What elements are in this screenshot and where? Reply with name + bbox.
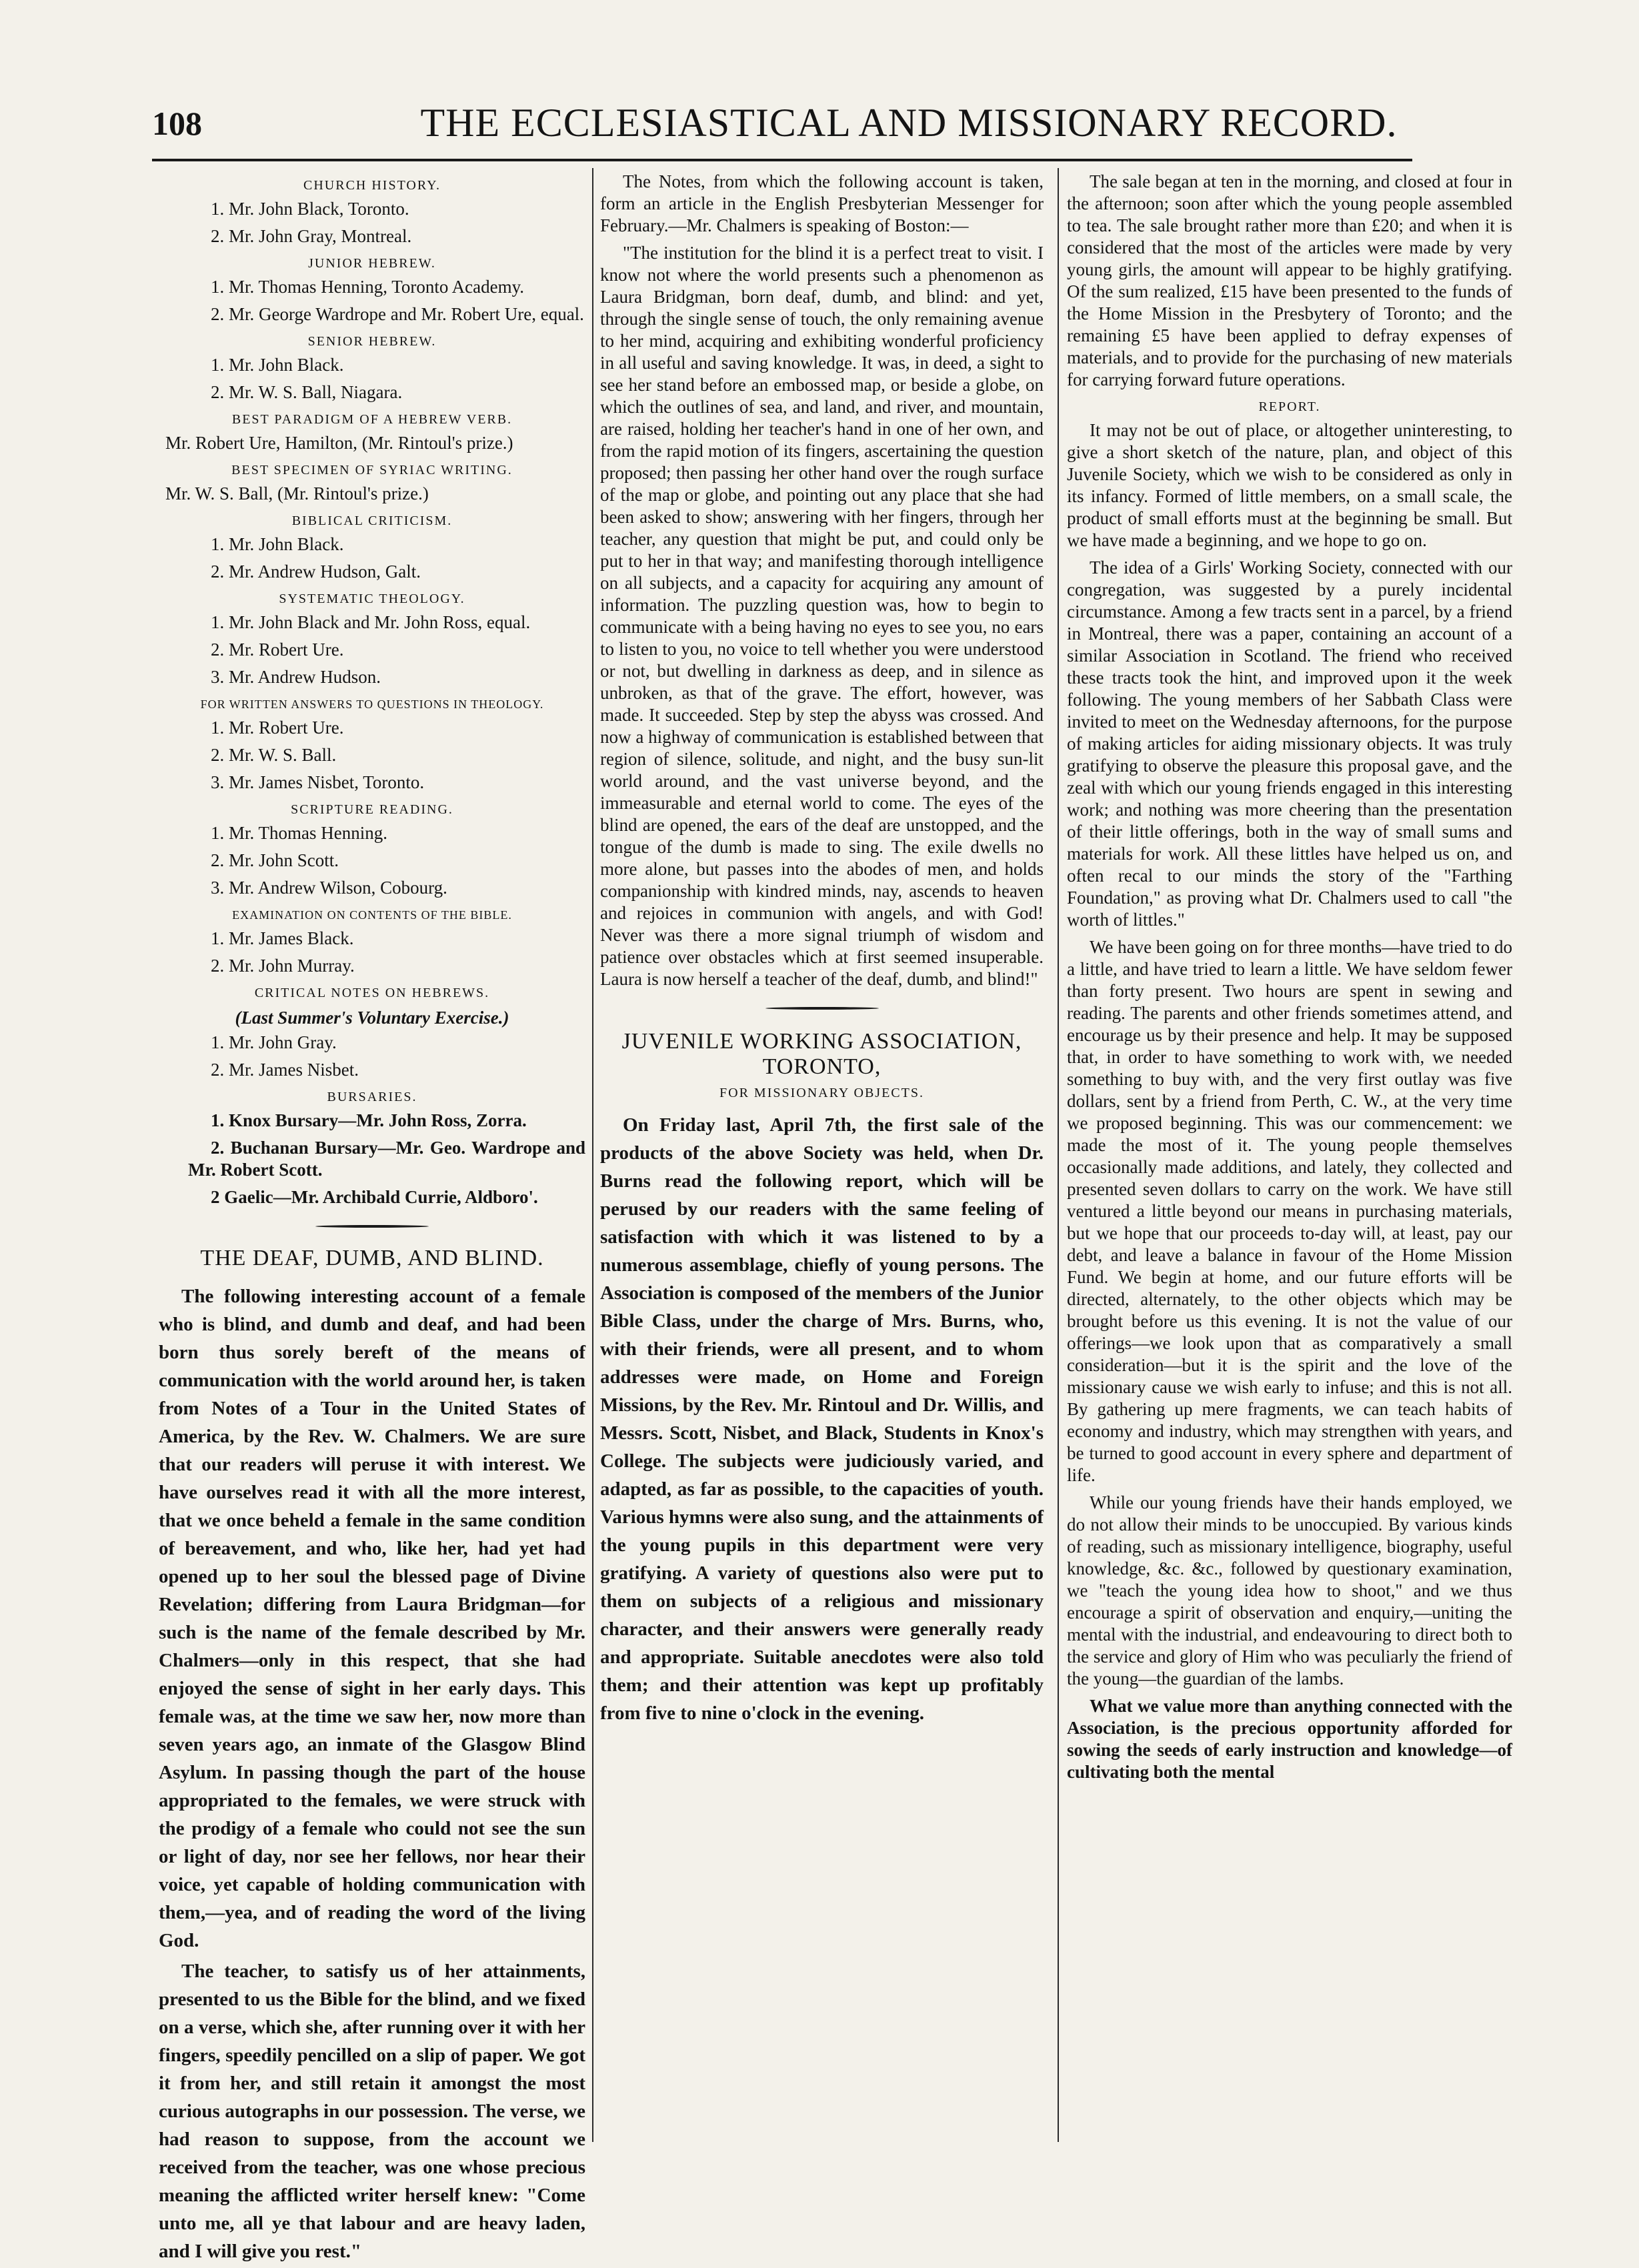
prize-section bbox=[159, 409, 585, 454]
prize-section bbox=[159, 588, 585, 688]
list-item: 2. Mr. Andrew Hudson, Galt. bbox=[211, 561, 421, 582]
section-heading: SYSTEMATIC THEOLOGY. bbox=[279, 592, 465, 606]
section-heading: REPORT. bbox=[1258, 399, 1321, 414]
list-item: 1. Mr. John Black. bbox=[211, 534, 344, 554]
paragraph: We have been going on for three months—have tried to do a little, and have tried to learn a little. We have seldom fewer than forty present. Two hours are spent in sewing and reading. The parents and other friends sometimes attend, and encourage us by their presence and help. It may be supposed that, in order to have something to work with, we needed something to buy with, and the very first outlay was five dollars, sent by a friend from Perth, C. W., at the very time we proposed beginning. This was our commencement: we made the most of it. The young people themselves occasionally made additions, and lately, they collected and presented seven dollars to carry on the work. We have still ventured a little beyond our means in purchasing materials, but we hope that our proceeds to-day will, at least, pay our debt, and leave a balance in favour of the Home Mission Fund. We begin at home, and our future efforts will be directed, alternately, to the other objects which may be brought before us this evening. It is not the value of our offerings—we look upon that as comparatively a small consideration—but it is the spirit and the love of the missionary cause we wish early to infuse; and this is not all. By gathering up mere fragments, we can teach habits of economy and industry, which may strengthen with years, and be turned to good account in every sphere and department of life. bbox=[1067, 937, 1512, 1485]
section-heading: FOR WRITTEN ANSWERS TO QUESTIONS IN THEOLOGY. bbox=[200, 698, 544, 711]
list-item: 1. Mr. John Black and Mr. John Ross, equal. bbox=[211, 612, 531, 632]
list-item: 1. Knox Bursary—Mr. John Ross, Zorra. bbox=[211, 1110, 527, 1130]
list-item: 3. Mr. Andrew Wilson, Cobourg. bbox=[211, 878, 447, 898]
list-item: 2. Mr. John Gray, Montreal. bbox=[211, 226, 412, 246]
list-item: 3. Mr. James Nisbet, Toronto. bbox=[211, 772, 425, 792]
list-item: 1. Mr. Thomas Henning, Toronto Academy. bbox=[211, 277, 525, 297]
prize-section bbox=[159, 510, 585, 583]
list-item: 2 Gaelic—Mr. Archibald Currie, Aldboro'. bbox=[211, 1187, 538, 1207]
paragraph: On Friday last, April 7th, the first sale of the products of the above Society was held, when Dr. Burns read the following report, which will be perused by our readers with the same feeling of satisfaction with which it was listened to by a numerous assemblage, chiefly of young persons. The Association is composed of the members of the Junior Bible Class, under the charge of Mrs. Burns, who, with their friends, were all present, and to whom addresses were made, on Home and Foreign Missions, by the Rev. Mr. Rintoul and Dr. Willis, and Messrs. Scott, Nisbet, and Black, Students in Knox's College. The subjects were judiciously varied, and adapted, as far as possible, to the capacities of youth. Various hymns were also sung, and the attainments of the young pupils in this department were very gratifying. A variety of questions also were put to them on subjects of a religious and missionary character, and their answers were generally ready and appropriate. Suitable anecdotes were also told them; and their attention was kept up profitably from five to nine o'clock in the evening. bbox=[600, 1114, 1044, 1724]
section-heading: BEST SPECIMEN OF SYRIAC WRITING. bbox=[231, 463, 513, 477]
prize-section bbox=[159, 904, 585, 977]
paragraph: The Notes, from which the following account is taken, form an article in the English Presbyterian Messenger for February.—Mr. Chalmers is speaking of Boston:— bbox=[600, 171, 1044, 235]
article-body bbox=[600, 1111, 1044, 1727]
list-item: 1. Mr. John Gray. bbox=[211, 1032, 337, 1052]
section-heading: CRITICAL NOTES ON HEBREWS. bbox=[254, 986, 490, 1000]
list-item: 2. Mr. James Nisbet. bbox=[211, 1060, 359, 1080]
prize-section bbox=[159, 253, 585, 325]
ornamental-rule bbox=[159, 1218, 585, 1235]
list-item: 1. Mr. James Black. bbox=[211, 928, 354, 948]
article-body bbox=[159, 1282, 585, 2265]
paragraph: The following interesting account of a female who is blind, and dumb and deaf, and had been born thus sorely bereft of the means of communication with the world around her, is taken from Notes of a Tour in the United States of America, by the Rev. W. Chalmers. We are sure that our readers will peruse it with interest. We have ourselves read it with all the more interest, that we once beheld a female in the same condition of bereavement, and who, like her, had yet had opened up to her soul the blessed page of Divine Revelation; differing from Laura Bridgman—for such is the name of the female described by Mr. Chalmers—only in this respect, that she had enjoyed the sense of sight in her early days. This female was, at the time we saw her, now more than seven years ago, an inmate of the Glasgow Blind Asylum. In passing though the part of the house appropriated to the females, we were struck with the prodigy of a female who could not see the sun or light of day, nor see her fellows, nor hear their voice, yet capable of holding communication with them,—yea, and of reading the word of the living God. bbox=[159, 1286, 585, 1951]
list-item: 2. Mr. Robert Ure. bbox=[211, 640, 344, 660]
section-heading: SENIOR HEBREW. bbox=[307, 334, 437, 349]
article-subtitle: FOR MISSIONARY OBJECTS. bbox=[719, 1086, 924, 1100]
section-heading: CHURCH HISTORY. bbox=[303, 178, 441, 193]
page-header bbox=[152, 100, 1412, 153]
list-item: 2. Mr. George Wardrope and Mr. Robert Ure, equal. bbox=[211, 304, 584, 324]
list-item: Mr. Robert Ure, Hamilton, (Mr. Rintoul's prize.) bbox=[165, 433, 513, 453]
section-subheading: (Last Summer's Voluntary Exercise.) bbox=[235, 1008, 509, 1028]
section-heading: BIBLICAL CRITICISM. bbox=[291, 513, 453, 528]
section-heading: EXAMINATION ON CONTENTS OF THE BIBLE. bbox=[232, 908, 512, 922]
list-item: 2. Mr. John Murray. bbox=[211, 956, 355, 976]
prize-section bbox=[159, 799, 585, 899]
article-title: JUVENILE WORKING ASSOCIATION, TORONTO, bbox=[621, 1029, 1022, 1079]
page-number: 108 bbox=[152, 105, 202, 142]
quoted-passage: "The institution for the blind it is a perfect treat to visit. I know not where the world presents such a phenomenon as Laura Bridgman, born deaf, dumb, and blind: and yet, through the single sense of touch, the only remaining avenue to her mind, acquiring and exhibiting wonderful proficiency in all useful and saving knowledge. It was, in deed, a sight to see her stand before an embossed map, or beside a globe, on which the outlines of sea, and land, and river, and mountain, are raised, holding her teacher's hand in one of her own, and from the rapid motion of its fingers, ascertaining the question proposed; then passing her other hand over the rough surface of the map or globe, and pointing out any place that she had been asked to show; answering with her fingers, through her teacher, any question that might be put, and could only be put to her in that way; and manifesting thorough intelligence on all subjects, and a capacity for acquiring any amount of information. The puzzling question was, how to begin to communicate with a being having no eyes to see you, no ears to listen to you, no voice to tell whether you were understood or not, but dwelling in darkness as deep, and in silence as unbroken, as that of the grave. The effort, however, was made. It succeeded. Step by step the abyss was crossed. And now a highway of communication is established between that region of silence, solitude, and night, and the busy sun-lit world around, and the vast universe beyond, and the immeasurable and eternal world to come. The eyes of the blind are opened, the ears of the deaf are unstopped, and the tongue of the dumb is made to sing. The exile dwells no more alone, but passes into the abodes of men, and holds companionship with kindred minds, nay, ascends to heaven and rejoices in communion with angels, and with God! Never was there a more signal triumph of wisdom and patience over obstacles which at first seemed insuperable. Laura is now herself a teacher of the deaf, dumb, and blind!" bbox=[600, 243, 1044, 989]
prize-section bbox=[159, 694, 585, 794]
prize-section bbox=[159, 331, 585, 403]
list-item: Mr. W. S. Ball, (Mr. Rintoul's prize.) bbox=[165, 483, 429, 503]
prize-section bbox=[159, 1086, 585, 1208]
column-divider-right bbox=[1058, 168, 1059, 2142]
paragraph: The sale began at ten in the morning, and closed at four in the afternoon; soon after which the young people assembled to tea. The sale brought rather more than £20; and when it is considered that the most of the articles were made by very young girls, the amount will appear to be highly gratifying. Of the sum realized, £15 have been presented to the funds of the Home Mission in the Presbytery of Toronto; and the remaining £5 have been applied to defray expenses of materials, and to provide for the purchasing of new materials for carrying forward future operations. bbox=[1067, 171, 1512, 389]
list-item: 1. Mr. Thomas Henning. bbox=[211, 823, 387, 843]
prize-section bbox=[159, 175, 585, 247]
prize-list bbox=[159, 175, 585, 1208]
section-heading: JUNIOR HEBREW. bbox=[308, 256, 436, 271]
article-title: THE DEAF, DUMB, AND BLIND. bbox=[200, 1246, 544, 1270]
column-divider-left bbox=[592, 168, 593, 2142]
list-item: 2. Mr. John Scott. bbox=[211, 850, 339, 870]
list-item: 2. Buchanan Bursary—Mr. Geo. Wardrope and Mr. Robert Scott. bbox=[188, 1138, 585, 1180]
paragraph: The idea of a Girls' Working Society, connected with our congregation, was suggested by a purely incidental circumstance. Among a few tracts sent in a parcel, by a friend in Montreal, there was a paper, containing an account of a similar Association in Scotland. The friend who received these tracts took the hint, and improved upon it the week following. The young members of her Sabbath Class were invited to meet on the Wednesday afternoons, for the purpose of making articles for aiding missionary objects. It was truly gratifying to observe the pleasure this proposal gave, and the zeal with which our young friends engaged in this interesting work; and nothing was more cheering than the presentation of their little offerings, both in the way of small sums and materials for work. All these littles have helped us on, and often recal to our minds the story of the "Farthing Foundation," as proving what Dr. Chalmers used to call "the worth of littles." bbox=[1067, 557, 1512, 930]
paragraph: The teacher, to satisfy us of her attainments, presented to us the Bible for the blind, and we fixed on a verse, which she, after running over it with her fingers, speedily pencilled on a slip of paper. We got it from her, and still retain it amongst the most curious autographs in our possession. The verse, we had reason to suppose, from the account we received from the teacher, was one whose precious meaning the afflicted writer herself knew: "Come unto me, all ye that labour and are heavy laden, and I will give you rest." bbox=[159, 1961, 585, 2262]
column-3 bbox=[1067, 171, 1512, 1789]
header-rule bbox=[152, 159, 1412, 161]
section-heading: SCRIPTURE READING. bbox=[291, 802, 453, 817]
prize-section bbox=[159, 982, 585, 1081]
list-item: 1. Mr. John Black, Toronto. bbox=[211, 199, 409, 219]
list-item: 3. Mr. Andrew Hudson. bbox=[211, 667, 381, 687]
running-title: THE ECCLESIASTICAL AND MISSIONARY RECORD. bbox=[420, 101, 1398, 145]
list-item: 2. Mr. W. S. Ball. bbox=[211, 745, 337, 765]
paragraph: What we value more than anything connected with the Association, is the precious opportunity afforded for sowing the seeds of early instruction and knowledge—of cultivating both the mental bbox=[1067, 1696, 1512, 1782]
paragraph: It may not be out of place, or altogether uninteresting, to give a short sketch of the nature, plan, and object of this Juvenile Society, which we wish to be considered as only in its infancy. Formed of little members, on a small scale, the product of small efforts must at the beginning be small. But we have made a beginning, and we hope to go on. bbox=[1067, 420, 1512, 550]
section-heading: BURSARIES. bbox=[327, 1090, 417, 1104]
list-item: 1. Mr. John Black. bbox=[211, 355, 344, 375]
section-heading: BEST PARADIGM OF A HEBREW VERB. bbox=[231, 412, 513, 427]
ornamental-rule bbox=[600, 1000, 1044, 1017]
paragraph: While our young friends have their hands employed, we do not allow their minds to be unoccupied. By various kinds of reading, such as missionary intelligence, biography, useful knowledge, &c. &c., followed by questionary examination, we "teach the young idea how to shoot," and we thus encourage a spirit of observation and enquiry,—uniting the mental with the industrial, and endeavouring to direct both to the service and glory of Him who was peculiarly the friend of the young—the guardian of the lambs. bbox=[1067, 1492, 1512, 1688]
prize-section bbox=[159, 459, 585, 505]
column-1 bbox=[159, 171, 585, 2268]
list-item: 2. Mr. W. S. Ball, Niagara. bbox=[211, 382, 403, 402]
column-2 bbox=[600, 171, 1044, 1730]
list-item: 1. Mr. Robert Ure. bbox=[211, 718, 344, 738]
